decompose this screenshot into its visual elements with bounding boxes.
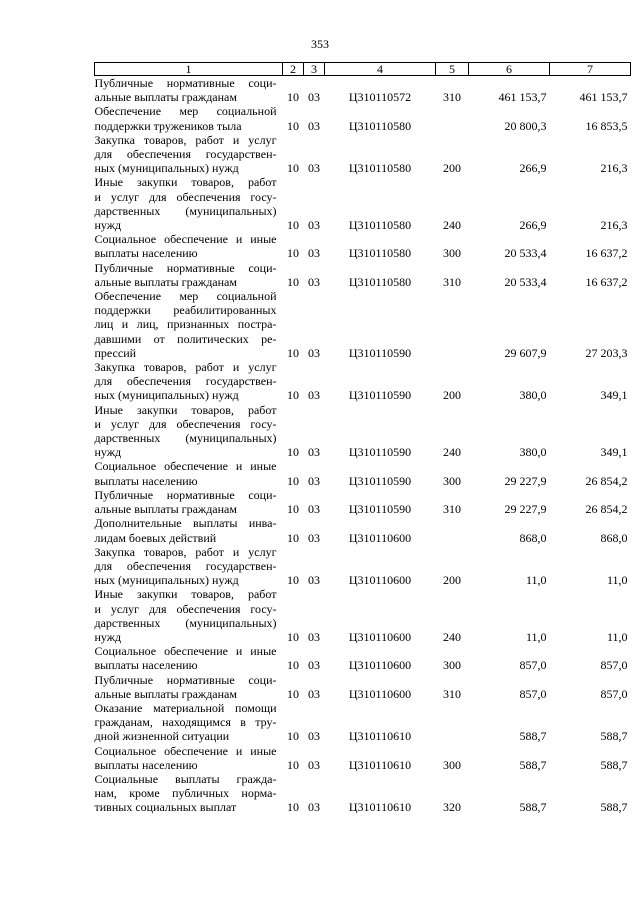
- subsection-code: 03: [308, 530, 320, 545]
- section-code: 10: [287, 274, 299, 289]
- row-description: [95, 261, 283, 289]
- amount-col-6: 29 607,9: [504, 345, 547, 360]
- expense-type-code: 300: [443, 246, 461, 261]
- subsection-code: 03: [308, 161, 320, 176]
- target-article-code: Ц310110610: [348, 729, 412, 744]
- expense-type-code: 300: [443, 757, 461, 772]
- description-line: Иные закупки товаров, работ: [94, 587, 277, 602]
- header-col-6: 6: [469, 63, 550, 76]
- description-line: ных (муниципальных) нужд: [94, 388, 239, 403]
- description-line: выплаты населению: [94, 246, 198, 261]
- description-line: Публичные нормативные соци-: [94, 672, 277, 687]
- target-article-code: Ц310110610: [348, 800, 412, 815]
- table-row: [95, 76, 631, 105]
- description-line: Публичные нормативные соци-: [94, 260, 277, 275]
- row-description: [95, 516, 283, 544]
- amount-col-6: 588,7: [519, 800, 547, 815]
- section-code: 10: [287, 530, 299, 545]
- subsection-code: 03: [308, 729, 320, 744]
- amount-col-6: 11,0: [525, 573, 547, 588]
- header-col-7: 7: [550, 63, 631, 76]
- expense-type-code: 240: [443, 218, 461, 233]
- row-description: [95, 459, 283, 487]
- description-line: поддержки тружеников тыла: [94, 118, 242, 133]
- subsection-code: 03: [308, 345, 320, 360]
- amount-col-7: 216,3: [600, 161, 628, 176]
- description-line: Социальное обеспечение и иные: [94, 459, 277, 474]
- table-row: [95, 516, 631, 544]
- description-line: прессий: [94, 345, 137, 360]
- subsection-code: 03: [308, 90, 320, 105]
- row-description: [95, 488, 283, 516]
- target-article-code: Ц310110580: [348, 246, 412, 261]
- description-line: нам, кроме публичных норма-: [94, 786, 277, 801]
- amount-col-7: 349,1: [600, 445, 628, 460]
- target-article-code: Ц310110600: [348, 573, 412, 588]
- row-description: [95, 587, 283, 644]
- table-row: [95, 587, 631, 644]
- amount-col-6: 11,0: [525, 629, 547, 644]
- expense-type-code: 200: [443, 573, 461, 588]
- description-line: Публичные нормативные соци-: [94, 76, 277, 90]
- amount-col-7: 461 153,7: [579, 90, 628, 105]
- amount-col-7: 588,7: [600, 757, 628, 772]
- subsection-code: 03: [308, 218, 320, 233]
- table-row: [95, 289, 631, 360]
- description-line: выплаты населению: [94, 658, 198, 673]
- amount-col-6: 380,0: [519, 388, 547, 403]
- subsection-code: 03: [308, 118, 320, 133]
- description-line: поддержки реабилитированных: [94, 303, 277, 318]
- amount-col-6: 29 227,9: [504, 502, 547, 517]
- section-code: 10: [287, 118, 299, 133]
- description-line: Публичные нормативные соци-: [94, 487, 277, 502]
- description-line: Иные закупки товаров, работ: [94, 402, 277, 417]
- description-line: Обеспечение мер социальной: [94, 104, 277, 119]
- table-row: [95, 232, 631, 260]
- amount-col-7: 216,3: [600, 218, 628, 233]
- expense-type-code: [436, 701, 469, 744]
- target-article-code: Ц310110590: [348, 345, 412, 360]
- subsection-code: 03: [308, 274, 320, 289]
- section-code: 10: [287, 246, 299, 261]
- table-row: [95, 744, 631, 772]
- expense-type-code: 240: [443, 629, 461, 644]
- description-line: альные выплаты гражданам: [94, 686, 237, 701]
- table-row: [95, 459, 631, 487]
- section-code: 10: [287, 658, 299, 673]
- amount-col-7: 349,1: [600, 388, 628, 403]
- row-description: [95, 701, 283, 744]
- subsection-code: 03: [308, 445, 320, 460]
- row-description: [95, 76, 283, 105]
- description-line: Социальное обеспечение и иные: [94, 644, 277, 659]
- section-code: 10: [287, 90, 299, 105]
- table-row: [95, 488, 631, 516]
- row-description: [95, 289, 283, 360]
- row-description: [95, 175, 283, 232]
- amount-col-6: 29 227,9: [504, 473, 547, 488]
- description-line: давшими от политических ре-: [94, 331, 277, 346]
- section-code: 10: [287, 161, 299, 176]
- amount-col-7: 27 203,3: [585, 345, 628, 360]
- row-description: [95, 772, 283, 815]
- target-article-code: Ц310110580: [348, 161, 412, 176]
- target-article-code: Ц310110600: [348, 530, 412, 545]
- description-line: Социальные выплаты гражда-: [94, 771, 277, 786]
- expense-type-code: 200: [443, 388, 461, 403]
- amount-col-6: 20 533,4: [504, 274, 547, 289]
- description-line: дарственных (муниципальных): [94, 203, 277, 218]
- table-row: [95, 772, 631, 815]
- header-col-5: 5: [436, 63, 469, 76]
- description-line: лиц и лиц, признанных постра-: [94, 317, 277, 332]
- target-article-code: Ц310110610: [348, 757, 412, 772]
- table-row: [95, 104, 631, 132]
- subsection-code: 03: [308, 473, 320, 488]
- row-description: [95, 673, 283, 701]
- description-line: и услуг для обеспечения госу-: [94, 416, 277, 431]
- target-article-code: Ц310110572: [348, 90, 412, 105]
- table-row: [95, 261, 631, 289]
- page-number: 353: [311, 37, 329, 51]
- section-code: 10: [287, 729, 299, 744]
- section-code: 10: [287, 388, 299, 403]
- description-line: выплаты населению: [94, 757, 198, 772]
- table-row: [95, 673, 631, 701]
- description-line: альные выплаты гражданам: [94, 274, 237, 289]
- description-line: тивных социальных выплат: [94, 800, 237, 815]
- expense-type-code: 200: [443, 161, 461, 176]
- target-article-code: Ц310110590: [348, 388, 412, 403]
- expense-type-code: 310: [443, 502, 461, 517]
- subsection-code: 03: [308, 800, 320, 815]
- amount-col-6: 588,7: [519, 729, 547, 744]
- header-row: [95, 63, 631, 76]
- target-article-code: Ц310110580: [348, 274, 412, 289]
- description-line: Закупка товаров, работ и услуг: [94, 544, 277, 559]
- section-code: 10: [287, 218, 299, 233]
- description-line: Закупка товаров, работ и услуг: [94, 132, 277, 147]
- header-col-1: 1: [95, 63, 283, 76]
- description-line: дной жизненной ситуации: [94, 729, 230, 744]
- subsection-code: 03: [308, 757, 320, 772]
- row-description: [95, 545, 283, 588]
- amount-col-7: 26 854,2: [585, 473, 628, 488]
- description-line: лидам боевых действий: [94, 530, 217, 545]
- subsection-code: 03: [308, 658, 320, 673]
- table-row: [95, 403, 631, 460]
- description-line: альные выплаты гражданам: [94, 502, 237, 517]
- description-line: и услуг для обеспечения госу-: [94, 189, 277, 204]
- description-line: нужд: [94, 445, 122, 460]
- section-code: 10: [287, 445, 299, 460]
- subsection-code: 03: [308, 502, 320, 517]
- subsection-code: 03: [308, 629, 320, 644]
- amount-col-6: 588,7: [519, 757, 547, 772]
- expense-type-code: [436, 104, 469, 132]
- expense-type-code: [436, 289, 469, 360]
- table-row: [95, 644, 631, 672]
- target-article-code: Ц310110600: [348, 686, 412, 701]
- description-line: Закупка товаров, работ и услуг: [94, 360, 277, 375]
- description-line: ных (муниципальных) нужд: [94, 161, 239, 176]
- description-line: Оказание материальной помощи: [94, 700, 277, 715]
- subsection-code: 03: [308, 246, 320, 261]
- row-description: [95, 104, 283, 132]
- header-col-2: 2: [283, 63, 304, 76]
- description-line: и услуг для обеспечения госу-: [94, 601, 277, 616]
- expense-type-code: 320: [443, 800, 461, 815]
- description-line: нужд: [94, 218, 122, 233]
- table-body: [95, 76, 631, 815]
- description-line: для обеспечения государствен-: [94, 147, 277, 162]
- section-code: 10: [287, 473, 299, 488]
- target-article-code: Ц310110580: [348, 118, 412, 133]
- section-code: 10: [287, 757, 299, 772]
- section-code: 10: [287, 573, 299, 588]
- amount-col-7: 16 637,2: [585, 246, 628, 261]
- subsection-code: 03: [308, 573, 320, 588]
- table-row: [95, 133, 631, 176]
- row-description: [95, 644, 283, 672]
- table-row: [95, 701, 631, 744]
- amount-col-6: 380,0: [519, 445, 547, 460]
- row-description: [95, 403, 283, 460]
- expense-type-code: 310: [443, 274, 461, 289]
- description-line: нужд: [94, 629, 122, 644]
- expense-type-code: 300: [443, 658, 461, 673]
- description-line: для обеспечения государствен-: [94, 374, 277, 389]
- description-line: для обеспечения государствен-: [94, 558, 277, 573]
- description-line: ных (муниципальных) нужд: [94, 573, 239, 588]
- description-line: Обеспечение мер социальной: [94, 289, 277, 304]
- amount-col-6: 461 153,7: [498, 90, 547, 105]
- table-row: [95, 545, 631, 588]
- amount-col-7: 868,0: [600, 530, 628, 545]
- amount-col-6: 857,0: [519, 686, 547, 701]
- table-row: [95, 175, 631, 232]
- target-article-code: Ц310110590: [348, 473, 412, 488]
- amount-col-6: 20 533,4: [504, 246, 547, 261]
- description-line: дарственных (муниципальных): [94, 431, 277, 446]
- amount-col-6: 868,0: [519, 530, 547, 545]
- row-description: [95, 360, 283, 403]
- expense-type-code: 310: [443, 90, 461, 105]
- amount-col-7: 588,7: [600, 800, 628, 815]
- amount-col-7: 26 854,2: [585, 502, 628, 517]
- section-code: 10: [287, 629, 299, 644]
- section-code: 10: [287, 800, 299, 815]
- target-article-code: Ц310110590: [348, 445, 412, 460]
- header-col-3: 3: [304, 63, 325, 76]
- target-article-code: Ц310110590: [348, 502, 412, 517]
- target-article-code: Ц310110600: [348, 658, 412, 673]
- description-line: гражданам, находящимся в тру-: [94, 715, 277, 730]
- amount-col-7: 11,0: [606, 629, 628, 644]
- amount-col-6: 20 800,3: [504, 118, 547, 133]
- expense-type-code: 310: [443, 686, 461, 701]
- description-line: выплаты населению: [94, 473, 198, 488]
- description-line: Социальное обеспечение и иные: [94, 232, 277, 247]
- subsection-code: 03: [308, 388, 320, 403]
- amount-col-7: 16 853,5: [585, 118, 628, 133]
- description-line: дарственных (муниципальных): [94, 615, 277, 630]
- target-article-code: Ц310110580: [348, 218, 412, 233]
- amount-col-7: 588,7: [600, 729, 628, 744]
- section-code: 10: [287, 345, 299, 360]
- budget-table: [94, 62, 631, 815]
- amount-col-7: 11,0: [606, 573, 628, 588]
- amount-col-7: 857,0: [600, 686, 628, 701]
- header-col-4: 4: [325, 63, 436, 76]
- expense-type-code: 300: [443, 473, 461, 488]
- expense-type-code: [436, 516, 469, 544]
- amount-col-7: 857,0: [600, 658, 628, 673]
- amount-col-6: 857,0: [519, 658, 547, 673]
- subsection-code: 03: [308, 686, 320, 701]
- target-article-code: Ц310110600: [348, 629, 412, 644]
- expense-type-code: 240: [443, 445, 461, 460]
- description-line: альные выплаты гражданам: [94, 90, 237, 105]
- description-line: Дополнительные выплаты инва-: [94, 516, 277, 531]
- table-row: [95, 360, 631, 403]
- amount-col-7: 16 637,2: [585, 274, 628, 289]
- section-code: 10: [287, 686, 299, 701]
- row-description: [95, 232, 283, 260]
- description-line: Иные закупки товаров, работ: [94, 175, 277, 190]
- row-description: [95, 133, 283, 176]
- description-line: Социальное обеспечение и иные: [94, 743, 277, 758]
- amount-col-6: 266,9: [519, 161, 547, 176]
- amount-col-6: 266,9: [519, 218, 547, 233]
- section-code: 10: [287, 502, 299, 517]
- row-description: [95, 744, 283, 772]
